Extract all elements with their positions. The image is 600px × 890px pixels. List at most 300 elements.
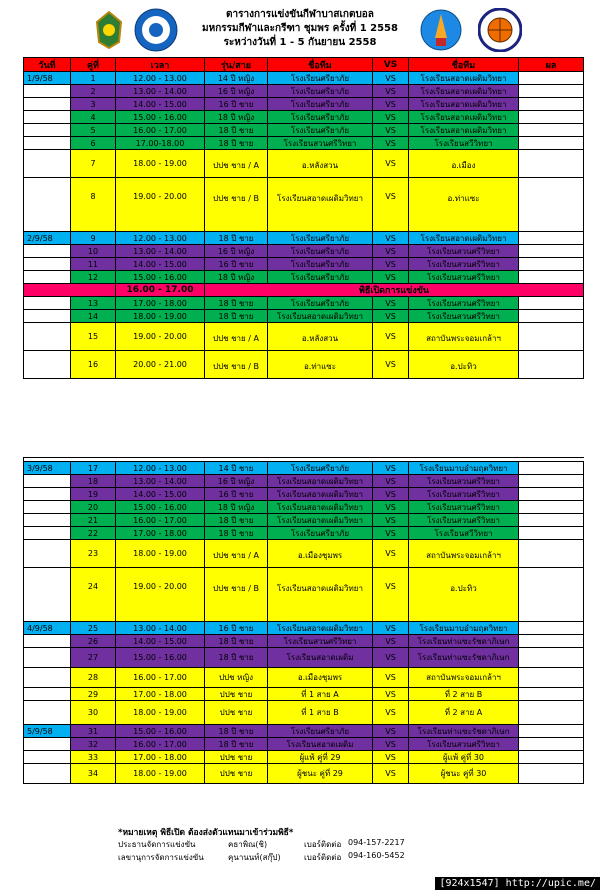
table-row — [24, 258, 584, 271]
cell-division: ปปช ชาย / A — [205, 540, 268, 567]
cell-result — [519, 688, 584, 700]
cell-day — [24, 98, 71, 110]
cell-day — [24, 85, 71, 97]
cell-division: 18 ปี หญิง — [205, 111, 268, 123]
cell-vs: VS — [373, 688, 409, 700]
cell-team-a: โรงเรียนสอาดเผดิมวิทยา — [268, 568, 373, 621]
cell-time: 19.00 - 20.00 — [116, 323, 205, 350]
table-row — [24, 150, 584, 178]
cell-day — [24, 245, 71, 257]
column-header: เวลา — [116, 58, 205, 71]
cell-team-a: ที่ 1 สาย B — [268, 701, 373, 724]
cell-division: ปปช ชาย / A — [205, 150, 268, 177]
column-header: รุ่น/สาย — [205, 58, 268, 71]
table-row — [24, 501, 584, 514]
cell-time: 15.00 - 16.00 — [116, 501, 205, 513]
cell-division: 18 ปี ชาย — [205, 635, 268, 647]
cell-day: 3/9/58 — [24, 462, 71, 474]
table-row — [24, 137, 584, 150]
table-row — [24, 178, 584, 232]
cell-time: 16.00 - 17.00 — [116, 514, 205, 526]
cell-team-b: โรงเรียนสวนศรีวิทยา — [409, 258, 519, 270]
cell-team-b: โรงเรียนท่าแซะรัชดาภิเษก — [409, 725, 519, 737]
cell-team-a: โรงเรียนสอาดเผดิม — [268, 738, 373, 750]
cell-team-b: โรงเรียนท่าแซะรัชดาภิเษก — [409, 648, 519, 667]
cell-division: 18 ปี ชาย — [205, 124, 268, 136]
cell-time: 15.00 - 16.00 — [116, 648, 205, 667]
cell-division: 16 ปี หญิง — [205, 85, 268, 97]
cell-match-no: 1 — [71, 72, 116, 84]
cell-day: 1/9/58 — [24, 72, 71, 84]
cell-match-no: 15 — [71, 323, 116, 350]
cell-division: ปปช หญิง — [205, 668, 268, 687]
cell-time: 18.00 - 19.00 — [116, 701, 205, 724]
cell-time: 17.00 - 18.00 — [116, 527, 205, 539]
cell-match-no: 26 — [71, 635, 116, 647]
cell-time: 12.00 - 13.00 — [116, 72, 205, 84]
cell-team-a: โรงเรียนศรียาภัย — [268, 72, 373, 84]
table-row — [24, 351, 584, 379]
cell-match-no: 12 — [71, 271, 116, 283]
cell-vs: VS — [373, 568, 409, 621]
table-row — [24, 668, 584, 688]
cell-result — [519, 245, 584, 257]
cell-vs: VS — [373, 178, 409, 231]
table-row — [24, 725, 584, 738]
cell-result — [519, 501, 584, 513]
cell-team-a: อ.เมืองชุมพร — [268, 668, 373, 687]
cell-match-no: 10 — [71, 245, 116, 257]
cell-team-a: โรงเรียนศรียาภัย — [268, 85, 373, 97]
cell-result — [519, 124, 584, 136]
cell-result — [519, 258, 584, 270]
cell-time: 13.00 - 14.00 — [116, 622, 205, 634]
contact-2-phone: 094-160-5452 — [348, 851, 405, 860]
table-row — [24, 635, 584, 648]
cell-match-no: 18 — [71, 475, 116, 487]
cell-result — [519, 514, 584, 526]
cell-team-a: อ.ท่าแซะ — [268, 351, 373, 378]
cell-result — [519, 635, 584, 647]
table-row — [24, 622, 584, 635]
cell-day — [24, 150, 71, 177]
cell-match-no: 13 — [71, 297, 116, 309]
cell-vs: VS — [373, 351, 409, 378]
cell-team-a: ที่ 1 สาย A — [268, 688, 373, 700]
cell-time: 17.00-18.00 — [116, 137, 205, 149]
table-row — [24, 751, 584, 764]
cell-match-no: 28 — [71, 668, 116, 687]
cell-team-b: โรงเรียนสวีวิทยา — [409, 527, 519, 539]
contact-1-phone-label: เบอร์ติดต่อ — [304, 840, 342, 849]
cell-vs: VS — [373, 648, 409, 667]
cell-team-a: โรงเรียนศรียาภัย — [268, 232, 373, 244]
table-row — [24, 72, 584, 85]
cell-day — [24, 501, 71, 513]
cell-team-a: อ.หลังสวน — [268, 150, 373, 177]
cell-vs: VS — [373, 751, 409, 763]
table-row — [24, 284, 584, 297]
cell-result — [519, 475, 584, 487]
table-row — [24, 232, 584, 245]
cell-time: 15.00 - 16.00 — [116, 111, 205, 123]
cell-result — [519, 568, 584, 621]
cell-team-b: โรงเรียนสวนศรีวิทยา — [409, 245, 519, 257]
cell-time: 15.00 - 16.00 — [116, 725, 205, 737]
cell-team-b: โรงเรียนสวนศรีวิทยา — [409, 271, 519, 283]
logo-emblem-4 — [478, 8, 520, 52]
cell-time: 12.00 - 13.00 — [116, 462, 205, 474]
cell-day — [24, 258, 71, 270]
cell-division: 16 ปี ชาย — [205, 98, 268, 110]
cell-team-a: โรงเรียนศรียาภัย — [268, 271, 373, 283]
cell-match-no: 34 — [71, 764, 116, 783]
cell-result — [519, 527, 584, 539]
cell-time: 17.00 - 18.00 — [116, 297, 205, 309]
cell-division: 18 ปี ชาย — [205, 232, 268, 244]
cell-match-no: 30 — [71, 701, 116, 724]
cell-result — [519, 701, 584, 724]
cell-day: 2/9/58 — [24, 232, 71, 244]
cell-vs: VS — [373, 137, 409, 149]
table-row — [24, 764, 584, 784]
table-row — [24, 98, 584, 111]
cell-day — [24, 137, 71, 149]
cell-day — [24, 668, 71, 687]
cell-day — [24, 297, 71, 309]
cell-match-no: 33 — [71, 751, 116, 763]
cell-team-b: อ.ปะทิว — [409, 568, 519, 621]
cell-day — [24, 323, 71, 350]
table-row — [24, 111, 584, 124]
cell-division: 16 ปี หญิง — [205, 245, 268, 257]
cell-match-no: 31 — [71, 725, 116, 737]
cell-team-b: โรงเรียนท่าแซะรัชดาภิเษก — [409, 635, 519, 647]
cell-division: 16 ปี ชาย — [205, 488, 268, 500]
cell-vs: VS — [373, 271, 409, 283]
column-header: ชื่อทีม — [268, 58, 373, 71]
cell-team-b: โรงเรียนมาบอำมฤตวิทยา — [409, 622, 519, 634]
cell-vs: VS — [373, 310, 409, 322]
cell-vs: VS — [373, 462, 409, 474]
cell-result — [519, 111, 584, 123]
cell-team-a: โรงเรียนสวนศรีวิทยา — [268, 137, 373, 149]
table-row — [24, 514, 584, 527]
cell-day — [24, 271, 71, 283]
logo-emblem-3 — [420, 8, 462, 52]
cell-empty — [24, 284, 116, 296]
cell-team-a: โรงเรียนศรียาภัย — [268, 258, 373, 270]
cell-match-no: 17 — [71, 462, 116, 474]
cell-team-a: โรงเรียนสวนศรีวิทยา — [268, 635, 373, 647]
cell-day — [24, 488, 71, 500]
cell-match-no: 14 — [71, 310, 116, 322]
cell-match-no: 16 — [71, 351, 116, 378]
cell-match-no: 4 — [71, 111, 116, 123]
cell-team-b: สถาบันพระจอมเกล้าฯ — [409, 323, 519, 350]
cell-day — [24, 527, 71, 539]
cell-time: 18.00 - 19.00 — [116, 540, 205, 567]
cell-match-no: 7 — [71, 150, 116, 177]
table-row — [24, 462, 584, 475]
cell-match-no: 25 — [71, 622, 116, 634]
table-row — [24, 297, 584, 310]
cell-team-a: โรงเรียนศรียาภัย — [268, 124, 373, 136]
cell-vs: VS — [373, 98, 409, 110]
cell-division: 18 ปี ชาย — [205, 738, 268, 750]
cell-match-no: 8 — [71, 178, 116, 231]
column-header: VS — [373, 58, 409, 71]
cell-vs: VS — [373, 514, 409, 526]
cell-day — [24, 111, 71, 123]
cell-match-no: 11 — [71, 258, 116, 270]
cell-time: 17.00 - 18.00 — [116, 751, 205, 763]
cell-time: 12.00 - 13.00 — [116, 232, 205, 244]
cell-team-a: อ.หลังสวน — [268, 323, 373, 350]
cell-division: ปปช ชาย / B — [205, 178, 268, 231]
cell-vs: VS — [373, 111, 409, 123]
cell-day — [24, 124, 71, 136]
cell-team-b: โรงเรียนสอาดเผดิมวิทยา — [409, 232, 519, 244]
cell-time: 16.00 - 17.00 — [116, 738, 205, 750]
cell-match-no: 3 — [71, 98, 116, 110]
table-row — [24, 124, 584, 137]
cell-team-a: โรงเรียนศรียาภัย — [268, 245, 373, 257]
cell-result — [519, 488, 584, 500]
cell-division: 16 ปี ชาย — [205, 622, 268, 634]
cell-match-no: 2 — [71, 85, 116, 97]
contact-2-name: คุนานนท์(สกุ๊ป) — [228, 853, 281, 862]
cell-result — [519, 72, 584, 84]
cell-team-a: อ.เมืองชุมพร — [268, 540, 373, 567]
cell-team-a: โรงเรียนศรียาภัย — [268, 462, 373, 474]
cell-division: ปปช ชาย — [205, 688, 268, 700]
cell-vs: VS — [373, 150, 409, 177]
cell-day: 5/9/58 — [24, 725, 71, 737]
cell-vs: VS — [373, 540, 409, 567]
cell-team-b: โรงเรียนสวนศรีวิทยา — [409, 514, 519, 526]
cell-team-b: โรงเรียนสวนศรีวิทยา — [409, 738, 519, 750]
title-line-3: ระหว่างวันที่ 1 - 5 กันยายน 2558 — [223, 37, 377, 48]
cell-division: 18 ปี ชาย — [205, 297, 268, 309]
cell-result — [519, 85, 584, 97]
cell-time: 13.00 - 14.00 — [116, 245, 205, 257]
cell-team-b: อ.ปะทิว — [409, 351, 519, 378]
cell-division: 18 ปี ชาย — [205, 137, 268, 149]
cell-vs: VS — [373, 725, 409, 737]
cell-result — [519, 725, 584, 737]
cell-division: 18 ปี ชาย — [205, 527, 268, 539]
cell-result — [519, 150, 584, 177]
cell-day — [24, 648, 71, 667]
cell-team-b: โรงเรียนสอาดเผดิมวิทยา — [409, 98, 519, 110]
logo-emblem-2 — [134, 8, 176, 52]
cell-match-no: 29 — [71, 688, 116, 700]
contact-1-role: ประธานจัดการแข่งขัน — [118, 840, 196, 849]
cell-vs: VS — [373, 501, 409, 513]
cell-result — [519, 297, 584, 309]
cell-time: 17.00 - 18.00 — [116, 688, 205, 700]
cell-team-b: โรงเรียนสอาดเผดิมวิทยา — [409, 72, 519, 84]
cell-team-a: โรงเรียนศรียาภัย — [268, 98, 373, 110]
cell-day — [24, 514, 71, 526]
cell-vs: VS — [373, 668, 409, 687]
cell-day — [24, 751, 71, 763]
cell-day — [24, 635, 71, 647]
cell-team-a: โรงเรียนสอาดเผดิมวิทยา — [268, 310, 373, 322]
column-header: ผล — [519, 58, 584, 71]
cell-vs: VS — [373, 232, 409, 244]
cell-team-a: โรงเรียนสอาดเผดิม — [268, 648, 373, 667]
cell-match-no: 32 — [71, 738, 116, 750]
cell-result — [519, 323, 584, 350]
cell-vs: VS — [373, 635, 409, 647]
contact-2-phone-label: เบอร์ติดต่อ — [304, 853, 342, 862]
cell-day — [24, 540, 71, 567]
table-row — [24, 568, 584, 622]
cell-team-a: โรงเรียนศรียาภัย — [268, 527, 373, 539]
cell-team-b: สถาบันพระจอมเกล้าฯ — [409, 540, 519, 567]
cell-time: 18.00 - 19.00 — [116, 150, 205, 177]
cell-team-b: ผู้ชนะ คู่ที่ 30 — [409, 764, 519, 783]
cell-time: 19.00 - 20.00 — [116, 568, 205, 621]
cell-vs: VS — [373, 764, 409, 783]
cell-match-no: 21 — [71, 514, 116, 526]
cell-day — [24, 738, 71, 750]
cell-vs: VS — [373, 245, 409, 257]
cell-team-a: โรงเรียนสอาดเผดิมวิทยา — [268, 514, 373, 526]
cell-time: 16.00 - 17.00 — [116, 124, 205, 136]
cell-time: 14.00 - 15.00 — [116, 488, 205, 500]
cell-vs: VS — [373, 258, 409, 270]
cell-day — [24, 475, 71, 487]
title-line-2: มหกรรมกีฬาและกรีฑา ชุมพร ครั้งที่ 1 2558 — [202, 23, 398, 34]
cell-time: 16.00 - 17.00 — [116, 284, 205, 296]
cell-team-b: โรงเรียนมาบอำมฤตวิทยา — [409, 462, 519, 474]
cell-result — [519, 540, 584, 567]
cell-result — [519, 622, 584, 634]
cell-division: 16 ปี ชาย — [205, 258, 268, 270]
table-row — [24, 488, 584, 501]
cell-match-no: 24 — [71, 568, 116, 621]
cell-team-b: ที่ 2 สาย B — [409, 688, 519, 700]
cell-team-b: โรงเรียนสวนศรีวิทยา — [409, 501, 519, 513]
cell-day — [24, 351, 71, 378]
cell-division: 18 ปี หญิง — [205, 271, 268, 283]
logo-emblem-1 — [88, 8, 130, 52]
cell-vs: VS — [373, 124, 409, 136]
table-row — [24, 540, 584, 568]
table-row — [24, 688, 584, 701]
cell-team-b: อ.ท่าแซะ — [409, 178, 519, 231]
cell-team-a: โรงเรียนศรียาภัย — [268, 111, 373, 123]
table-row — [24, 648, 584, 668]
cell-vs: VS — [373, 738, 409, 750]
table-row — [24, 323, 584, 351]
cell-team-a: โรงเรียนศรียาภัย — [268, 297, 373, 309]
cell-match-no: 22 — [71, 527, 116, 539]
title-line-1: ตารางการแข่งขันกีฬาบาสเกตบอล — [226, 9, 374, 20]
table-row — [24, 245, 584, 258]
cell-result — [519, 668, 584, 687]
cell-day — [24, 310, 71, 322]
column-header: คู่ที่ — [71, 58, 116, 71]
cell-team-b: โรงเรียนสวีวิทยา — [409, 137, 519, 149]
header — [0, 6, 600, 56]
remark: *หมายเหตุ พิธีเปิด ต้องส่งตัวแทนมาเข้าร่วมพิธี* — [118, 828, 294, 838]
cell-time: 15.00 - 16.00 — [116, 271, 205, 283]
cell-time: 14.00 - 15.00 — [116, 258, 205, 270]
cell-match-no: 6 — [71, 137, 116, 149]
cell-result — [519, 178, 584, 231]
table-row — [24, 85, 584, 98]
cell-team-b: โรงเรียนสวนศรีวิทยา — [409, 297, 519, 309]
cell-team-b: โรงเรียนสวนศรีวิทยา — [409, 310, 519, 322]
cell-division: 18 ปี ชาย — [205, 514, 268, 526]
cell-team-b: สถาบันพระจอมเกล้าฯ — [409, 668, 519, 687]
cell-division: 18 ปี หญิง — [205, 501, 268, 513]
cell-time: 14.00 - 15.00 — [116, 98, 205, 110]
cell-team-a: ผู้ชนะ คู่ที่ 29 — [268, 764, 373, 783]
cell-result — [519, 232, 584, 244]
cell-time: 20.00 - 21.00 — [116, 351, 205, 378]
cell-team-a: โรงเรียนสอาดเผดิมวิทยา — [268, 475, 373, 487]
cell-result — [519, 462, 584, 474]
cell-result — [519, 751, 584, 763]
cell-day — [24, 688, 71, 700]
cell-team-a: โรงเรียนสอาดเผดิมวิทยา — [268, 178, 373, 231]
cell-day — [24, 178, 71, 231]
cell-time: 19.00 - 20.00 — [116, 178, 205, 231]
cell-time: 13.00 - 14.00 — [116, 475, 205, 487]
cell-day: 4/9/58 — [24, 622, 71, 634]
table-row — [24, 271, 584, 284]
cell-result — [519, 648, 584, 667]
cell-time: 16.00 - 17.00 — [116, 668, 205, 687]
cell-vs: VS — [373, 622, 409, 634]
cell-time: 18.00 - 19.00 — [116, 310, 205, 322]
cell-time: 14.00 - 15.00 — [116, 635, 205, 647]
cell-team-b: โรงเรียนสวนศรีวิทยา — [409, 475, 519, 487]
cell-time: 18.00 - 19.00 — [116, 764, 205, 783]
cell-vs: VS — [373, 527, 409, 539]
cell-division: 14 ปี ชาย — [205, 462, 268, 474]
cell-result — [519, 764, 584, 783]
cell-vs: VS — [373, 475, 409, 487]
cell-team-b: โรงเรียนสวนศรีวิทยา — [409, 488, 519, 500]
cell-division: ปปช ชาย — [205, 701, 268, 724]
table-row — [24, 527, 584, 540]
contact-2-role: เลขานุการจัดการแข่งขัน — [118, 853, 204, 862]
watermark: [924x1547] http://upic.me/ — [435, 877, 600, 890]
contact-1-phone: 094-157-2217 — [348, 838, 405, 847]
cell-team-b: โรงเรียนสอาดเผดิมวิทยา — [409, 111, 519, 123]
cell-result — [519, 271, 584, 283]
table-row — [24, 738, 584, 751]
cell-vs: VS — [373, 488, 409, 500]
cell-team-a: โรงเรียนศรียาภัย — [268, 725, 373, 737]
cell-division: ปปช ชาย / A — [205, 323, 268, 350]
cell-team-b: ที่ 2 สาย A — [409, 701, 519, 724]
schedule-table — [23, 457, 584, 784]
cell-vs: VS — [373, 72, 409, 84]
cell-division: 18 ปี ชาย — [205, 648, 268, 667]
cell-team-b: โรงเรียนสอาดเผดิมวิทยา — [409, 124, 519, 136]
cell-match-no: 19 — [71, 488, 116, 500]
cell-result — [519, 137, 584, 149]
ceremony-label: พิธีเปิดการแข่งขัน — [205, 284, 584, 296]
cell-result — [519, 351, 584, 378]
